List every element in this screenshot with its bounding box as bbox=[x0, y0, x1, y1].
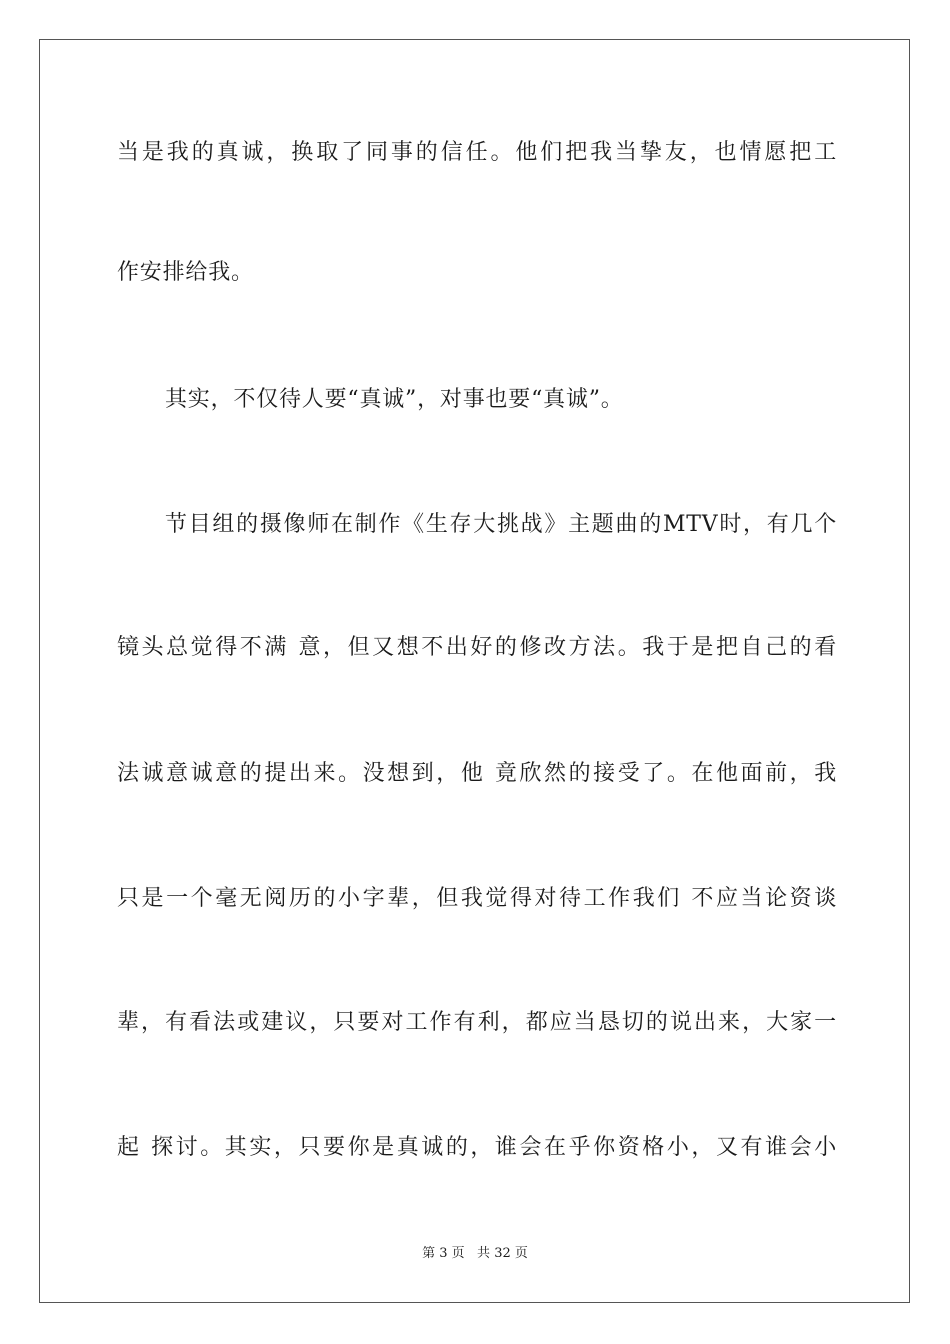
paragraph-line-7: 只是一个毫无阅历的小字辈，但我觉得对待工作我们 不应当论资谈 bbox=[117, 886, 837, 911]
paragraph-line-5: 镜头总觉得不满 意，但又想不出好的修改方法。我于是把自己的看 bbox=[117, 635, 837, 660]
paragraph-line-9: 起 探讨。其实，只要你是真诚的，谁会在乎你资格小，又有谁会小 bbox=[117, 1135, 837, 1160]
paragraph-line-1: 当是我的真诚，换取了同事的信任。他们把我当挚友，也情愿把工 bbox=[117, 140, 837, 165]
paragraph-line-3: 其实，不仅待人要“真诚”，对事也要“真诚”。 bbox=[165, 387, 624, 412]
paragraph-line-2: 作安排给我。 bbox=[117, 260, 254, 285]
paragraph-line-4: 节目组的摄像师在制作《生存大挑战》主题曲的MTV时，有几个 bbox=[165, 512, 837, 537]
paragraph-line-6: 法诚意诚意的提出来。没想到，他 竟欣然的接受了。在他面前，我 bbox=[117, 761, 837, 786]
page-frame bbox=[39, 39, 910, 1303]
page-number-footer: 第 3 页 共 32 页 bbox=[422, 1246, 528, 1261]
paragraph-line-8: 辈，有看法或建议，只要对工作有利，都应当恳切的说出来，大家一 bbox=[117, 1010, 837, 1035]
